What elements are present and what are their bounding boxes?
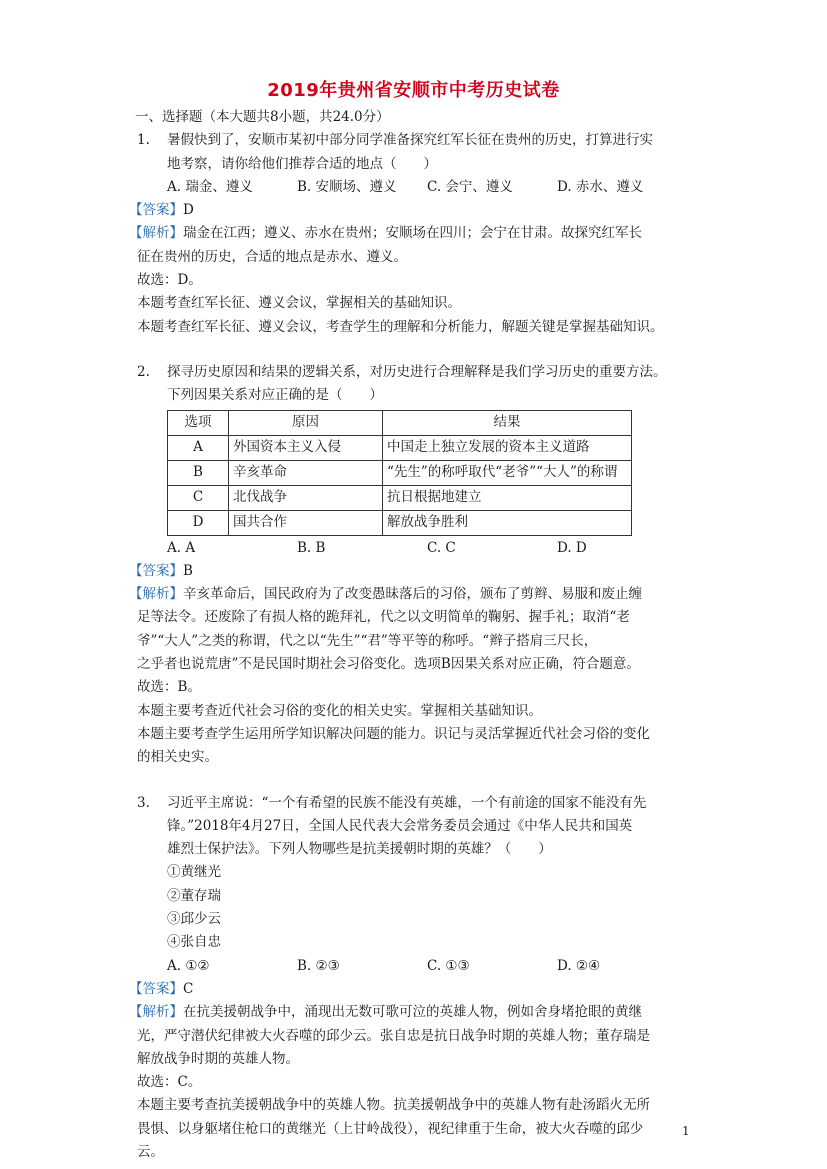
table-header-row	[168, 410, 632, 435]
option-d: D. 赤水、遵义	[557, 178, 644, 195]
table-cell: 国共合作	[229, 510, 383, 535]
option-c: C. 会宁、遵义	[427, 178, 513, 195]
analysis-tag: 【解析】	[129, 1004, 183, 1021]
answer-tag: 【答案】	[129, 202, 183, 219]
note-line: 畏惧、以身躯堵住枪口的黄继光（上甘岭战役），视纪律重于生命，被大火吞噬的邱少	[137, 1120, 644, 1137]
note-line: 的相关史实。	[137, 749, 218, 766]
answer-value: B	[183, 562, 193, 579]
note-line: 本题主要考查抗美援朝战争中的英雄人物。抗美援朝战争中的英雄人物有赴汤蹈火无所	[137, 1097, 650, 1114]
option-d: D. D	[557, 539, 587, 556]
answer-line	[129, 560, 697, 583]
analysis-text: 瑞金在江西；遵义、赤水在贵州；安顺场在四川；会宁在甘肃。故探究红军长	[183, 225, 642, 242]
option-c: C. C	[427, 539, 456, 556]
table-cell: A	[168, 435, 229, 460]
answer-value: C	[183, 980, 194, 997]
question-stem-line: 习近平主席说：“一个有希望的民族不能没有英雄，一个有前途的国家不能没有先	[167, 794, 647, 811]
analysis-line	[129, 222, 697, 245]
table-row	[168, 485, 632, 510]
question-stem-line: 地考察，请你给他们推荐合适的地点（ ）	[167, 155, 437, 172]
option-b: B. 安顺场、遵义	[297, 178, 397, 195]
question-stem-line: 下列因果关系对应正确的是（ ）	[167, 387, 383, 404]
question-number: 2.	[137, 363, 150, 380]
spacer	[137, 770, 697, 792]
table-header: 原因	[229, 410, 383, 435]
table-header: 结果	[383, 410, 632, 435]
table-cell: 北伐战争	[229, 485, 383, 510]
table-row	[168, 435, 632, 460]
analysis-line	[129, 583, 697, 606]
choice-item: ①黄继光	[167, 864, 221, 881]
question-stem-line: 锋。”2018年4月27日，全国人民代表大会常务委员会通过《中华人民共和国英	[167, 817, 633, 834]
question-1	[137, 129, 697, 176]
table-cell: 抗日根据地建立	[383, 485, 632, 510]
options-row	[137, 537, 697, 560]
table-header: 选项	[168, 410, 229, 435]
table-cell: 解放战争胜利	[383, 510, 632, 535]
table-cell: 辛亥革命	[229, 460, 383, 485]
table-row	[168, 510, 632, 535]
option-b: B. ②③	[297, 957, 340, 974]
analysis-text: 爷”“大人”之类的称谓，代之以“先生”“君”等平等的称呼。“辫子搭肩三尺长，	[137, 632, 598, 649]
note-line: 本题主要考查学生运用所学知识解决问题的能力。识记与灵活掌握近代社会习俗的变化	[137, 725, 650, 742]
exam-title: 2019年贵州省安顺市中考历史试卷	[267, 80, 560, 101]
question-3	[137, 792, 697, 862]
answer-tag: 【答案】	[129, 562, 183, 579]
conclusion: 故选：C。	[137, 1074, 202, 1091]
answer-value: D	[183, 202, 194, 219]
table-cell: 中国走上独立发展的资本主义道路	[383, 435, 632, 460]
conclusion: 故选：B。	[137, 679, 201, 696]
note-line: 本题考查红军长征、遵义会议，掌握相关的基础知识。	[137, 295, 461, 312]
question-stem-line: 雄烈士保护法》。下列人物哪些是抗美援朝时期的英雄？（ ）	[167, 841, 552, 858]
question-stem-line: 探寻历史原因和结果的逻辑关系，对历史进行合理解释是我们学习历史的重要方法。	[167, 363, 667, 380]
analysis-line	[129, 1001, 697, 1024]
table-cell: “先生”的称呼取代“老爷”“大人”的称谓	[383, 460, 632, 485]
table-cell: 外国资本主义入侵	[229, 435, 383, 460]
analysis-text: 征在贵州的历史，合适的地点是赤水、遵义。	[137, 248, 407, 265]
exam-content	[129, 106, 697, 1164]
analysis-text: 足等法令。还废除了有损人格的跪拜礼，代之以文明简单的鞠躬、握手礼；取消“老	[137, 609, 630, 626]
option-a: A. A	[167, 539, 196, 556]
analysis-tag: 【解析】	[129, 586, 183, 603]
analysis-tag: 【解析】	[129, 225, 183, 242]
option-d: D. ②④	[557, 957, 601, 974]
conclusion: 故选：D。	[137, 272, 202, 289]
analysis-text: 解放战争时期的英雄人物。	[137, 1050, 299, 1067]
analysis-text: 辛亥革命后，国民政府为了改变愚昧落后的习俗，颁布了剪辫、易服和废止缠	[183, 586, 642, 603]
section-header: 一、选择题（本大题共8小题，共24.0分）	[135, 109, 390, 125]
choice-item: ④张自忠	[167, 934, 221, 951]
cause-effect-table	[167, 410, 632, 536]
analysis-text: 光，严守潜伏纪律被大火吞噬的邱少云。张自忠是抗日战争时期的英雄人物；董存瑞是	[137, 1027, 650, 1044]
question-number: 3.	[137, 794, 150, 811]
table-cell: C	[168, 485, 229, 510]
option-c: C. ①③	[427, 957, 470, 974]
options-row	[137, 955, 697, 978]
analysis-text: 在抗美援朝战争中，涌现出无数可歌可泣的英雄人物，例如舍身堵抢眼的黄继	[183, 1004, 642, 1021]
question-stem-line: 暑假快到了，安顺市某初中部分同学准备探究红军长征在贵州的历史，打算进行实	[167, 132, 653, 149]
note-line: 本题主要考查近代社会习俗的变化的相关史实。掌握相关基础知识。	[137, 702, 542, 719]
table-cell: B	[168, 460, 229, 485]
note-line: 云。	[137, 1143, 164, 1160]
table-row	[168, 460, 632, 485]
question-2	[137, 361, 697, 408]
table-cell: D	[168, 510, 229, 535]
answer-tag: 【答案】	[129, 980, 183, 997]
spacer	[137, 339, 697, 361]
answer-line	[129, 199, 697, 222]
choice-item: ③邱少云	[167, 911, 221, 928]
answer-line	[129, 978, 697, 1001]
option-a: A. 瑞金、遵义	[167, 178, 253, 195]
choice-item: ②董存瑞	[167, 887, 221, 904]
question-number: 1.	[137, 132, 150, 149]
option-a: A. ①②	[167, 957, 210, 974]
page-number: 1	[682, 1124, 690, 1138]
note-line: 本题考查红军长征、遵义会议，考查学生的理解和分析能力，解题关键是掌握基础知识。	[137, 318, 664, 335]
options-row	[137, 176, 697, 199]
option-b: B. B	[297, 539, 326, 556]
analysis-text: 之乎者也说荒唐”不是民国时期社会习俗变化。选项B因果关系对应正确，符合题意。	[137, 656, 640, 673]
